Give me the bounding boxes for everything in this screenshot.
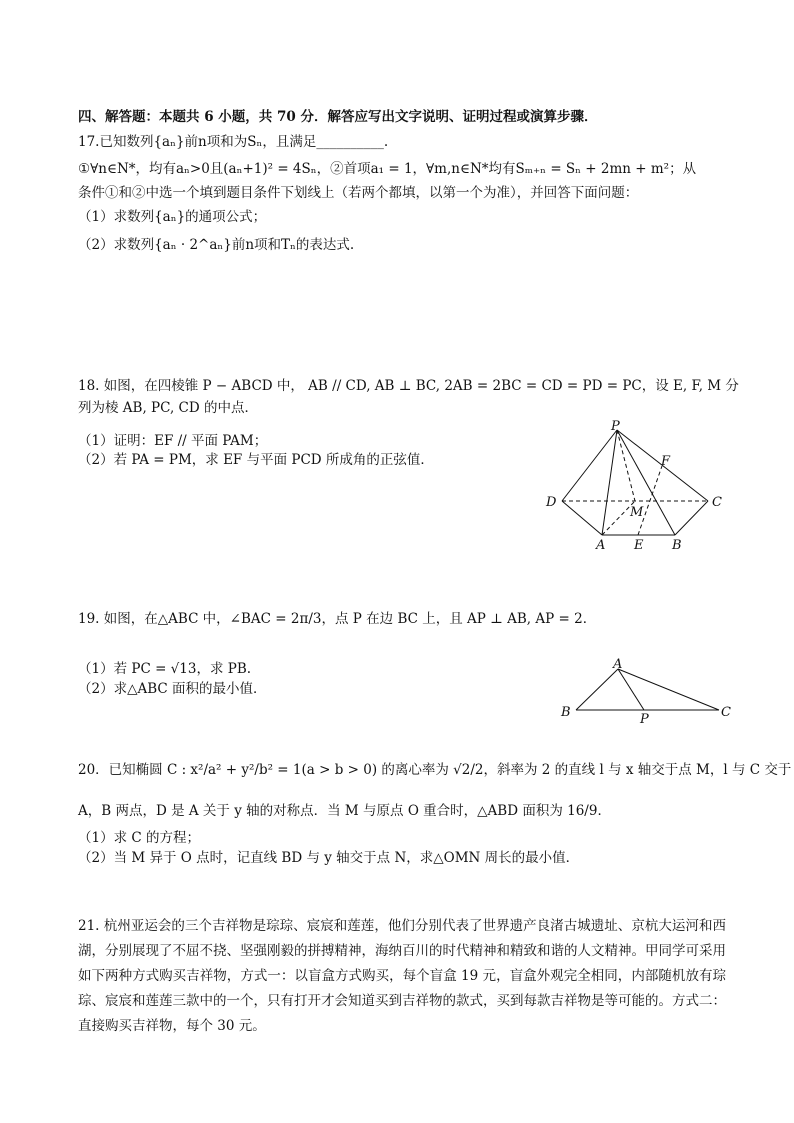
q17-part1: （1）求数列{aₙ}的通项公式； [78,209,267,225]
label-P: P [611,420,620,434]
q18-part2: （2）若 PA = PM，求 EF 与平面 PCD 所成角的正弦值． [78,452,434,468]
label-C: C [712,495,722,510]
label-B: B [672,538,682,553]
label-E: E [634,538,644,553]
q20-stem2: A，B 两点，D 是 A 关于 y 轴的对称点．当 M 与原点 O 重合时，△ABD 面积为 16/9． [78,803,611,819]
edge-DA [562,501,602,535]
q19-stem: 19. 如图，在△ABC 中，∠BAC = 2π/3，点 P 在边 BC 上，且 AP ⊥ AB, AP = 2． [78,611,597,627]
segment-PM-hidden [617,430,635,501]
side-AB [576,669,618,710]
label-B: B [561,705,571,720]
edge-BC [675,501,708,535]
q20-stem: 20．已知椭圆 C : x²/a² + y²/b² = 1(a > b > 0) 的离心率为 √2/2，斜率为 2 的直线 l 与 x 轴交于点 M，l 与 C 交于 [78,762,792,778]
label-D: D [546,495,557,510]
q18-stem2: 列为棱 AB, PC, CD 的中点． [78,400,259,416]
edge-PB [617,430,675,535]
q19-part1: （1）若 PC = √13，求 PB. [78,661,252,677]
q18-part1: （1）证明：EF // 平面 PAM； [78,433,268,449]
q19-part2: （2）求△ABC 面积的最小值． [78,681,267,697]
section-title: 四、解答题：本题共 6 小题，共 70 分．解答应写出文字说明、证明过程或演算步骤． [78,109,598,125]
segment-AP [618,669,644,710]
q20-part1: （1）求 C 的方程； [78,830,201,846]
label-A: A [613,657,623,672]
triangle-figure [556,655,741,730]
label-A: A [596,538,606,553]
label-C: C [721,705,731,720]
q21-text: 21. 杭州亚运会的三个吉祥物是琮琮、宸宸和莲莲，他们分别代表了世界遗产良渚古城遗址、京杭大运河和西湖，分别展现了不屈不挠、坚强刚毅的拼搏精神，海纳百川的时代精神和精致和谐的人文精神。甲同学可采用如下两种方式购买吉祥物，方式一：以盲盒方式购买，每个盲盒 19 元，盲盒外观完全相同，内部随机放有琮琮、宸宸和莲莲三款中的一个，只有打开才会知道买到吉祥物的款式，买到每款吉祥物是等可能的。方式二：直接购买吉祥物，每个 30 元。 [78,918,726,1034]
q18-stem: 18. 如图，在四棱锥 P − ABCD 中， AB // CD, AB ⊥ BC, 2AB = 2BC = CD = PD = PC，设 E, F, M 分 [78,378,739,394]
side-AC [618,669,719,710]
label-F: F [661,454,671,469]
label-P: P [640,712,649,727]
q17-conditions: ①∀n∈N*，均有aₙ>0且(aₙ+1)² = 4Sₙ，②首项a₁ = 1，∀m,n∈N*均有Sₘ₊ₙ = Sₙ + 2mn + m²；从 [78,161,697,177]
q17-stem: 17.已知数列{aₙ}前n项和为Sₙ，且满足__________. [78,134,389,150]
q17-instruction: 条件①和②中选一个填到题目条件下划线上（若两个都填，以第一个为准），并回答下面问题： [78,185,639,201]
label-M: M [630,505,644,520]
q17-part2: （2）求数列{aₙ · 2^aₙ}前n项和Tₙ的表达式. [78,237,355,253]
pyramid-figure [540,420,730,555]
q20-part2: （2）当 M 异于 O 点时，记直线 BD 与 y 轴交于点 N，求△OMN 周长的最小值． [78,850,580,866]
